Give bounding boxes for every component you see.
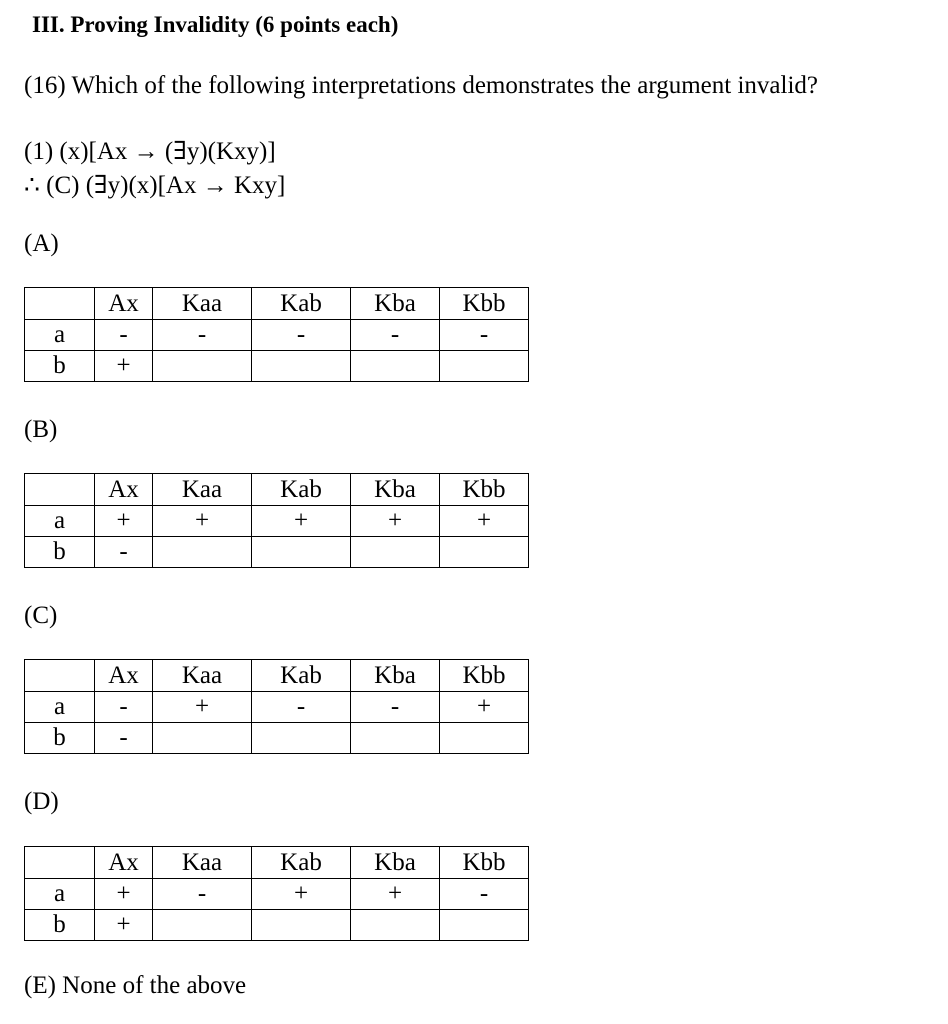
table-cell: - (95, 692, 153, 723)
row-label: a (25, 506, 95, 537)
table-row (25, 320, 529, 351)
row-label: b (25, 351, 95, 382)
table-cell: + (252, 506, 351, 537)
table-cell (153, 910, 252, 941)
table-cell: + (95, 506, 153, 537)
table-cell (252, 537, 351, 568)
header-cell: Kbb (440, 288, 529, 320)
table-cell: - (440, 879, 529, 910)
header-cell: Kbb (440, 474, 529, 506)
header-cell: Kba (351, 660, 440, 692)
section-title: III. Proving Invalidity (6 points each) (32, 12, 399, 37)
table-cell (440, 351, 529, 382)
table-row (25, 723, 529, 754)
table-cell: + (440, 692, 529, 723)
table-cell (440, 723, 529, 754)
table-cell (252, 351, 351, 382)
header-cell: Ax (95, 660, 153, 692)
option-a-table (24, 287, 529, 382)
table-header-row (25, 474, 529, 506)
table-cell: + (252, 879, 351, 910)
table-cell: + (351, 879, 440, 910)
option-c-table (24, 659, 529, 754)
table-cell: + (95, 910, 153, 941)
table-row (25, 351, 529, 382)
header-cell: Ax (95, 847, 153, 879)
table-cell: + (351, 506, 440, 537)
table-cell: - (95, 320, 153, 351)
table-row (25, 879, 529, 910)
option-a-label: (A) (24, 230, 59, 257)
header-cell: Kab (252, 660, 351, 692)
table-cell (252, 723, 351, 754)
table-cell: + (153, 506, 252, 537)
option-e-text: (E) None of the above (24, 972, 247, 999)
table-row (25, 692, 529, 723)
table-cell: + (95, 351, 153, 382)
table-cell (153, 723, 252, 754)
table-cell: - (252, 320, 351, 351)
header-cell: Kaa (153, 288, 252, 320)
header-cell: Kbb (440, 847, 529, 879)
table-cell: + (95, 879, 153, 910)
header-cell: Kaa (153, 474, 252, 506)
option-b-label: (B) (24, 416, 58, 443)
header-cell: Kab (252, 847, 351, 879)
table-cell: - (153, 879, 252, 910)
row-label: a (25, 692, 95, 723)
header-cell: Kba (351, 474, 440, 506)
header-cell (25, 474, 95, 506)
table-cell: + (440, 506, 529, 537)
table-cell: - (153, 320, 252, 351)
table-header-row (25, 288, 529, 320)
header-cell: Kba (351, 847, 440, 879)
table-row (25, 910, 529, 941)
header-cell: Kab (252, 288, 351, 320)
row-label: b (25, 537, 95, 568)
row-label: a (25, 879, 95, 910)
header-cell: Kaa (153, 660, 252, 692)
header-cell: Ax (95, 474, 153, 506)
option-d-label: (D) (24, 788, 59, 815)
question-text: (16) Which of the following interpretations demonstrates the argument invalid? (24, 72, 819, 99)
table-row (25, 506, 529, 537)
header-cell: Kaa (153, 847, 252, 879)
table-cell (252, 910, 351, 941)
row-label: b (25, 910, 95, 941)
table-cell: - (252, 692, 351, 723)
table-row (25, 537, 529, 568)
argument-conclusion: ∴ (C) (∃y)(x)[Ax → Kxy] (24, 172, 286, 199)
table-cell (351, 723, 440, 754)
table-cell (351, 351, 440, 382)
table-header-row (25, 660, 529, 692)
header-cell: Kbb (440, 660, 529, 692)
table-cell: - (351, 692, 440, 723)
table-header-row (25, 847, 529, 879)
table-cell: - (95, 537, 153, 568)
header-cell: Kba (351, 288, 440, 320)
table-cell (153, 351, 252, 382)
row-label: a (25, 320, 95, 351)
table-cell (440, 537, 529, 568)
table-cell (440, 910, 529, 941)
header-cell (25, 847, 95, 879)
header-cell: Ax (95, 288, 153, 320)
table-cell (351, 910, 440, 941)
option-c-label: (C) (24, 602, 58, 629)
table-cell: - (95, 723, 153, 754)
header-cell: Kab (252, 474, 351, 506)
row-label: b (25, 723, 95, 754)
option-b-table (24, 473, 529, 568)
header-cell (25, 288, 95, 320)
table-cell (153, 537, 252, 568)
option-d-table (24, 846, 529, 941)
table-cell: - (440, 320, 529, 351)
table-cell (351, 537, 440, 568)
header-cell (25, 660, 95, 692)
argument-premise: (1) (x)[Ax → (∃y)(Kxy)] (24, 138, 276, 165)
table-cell: + (153, 692, 252, 723)
table-cell: - (351, 320, 440, 351)
